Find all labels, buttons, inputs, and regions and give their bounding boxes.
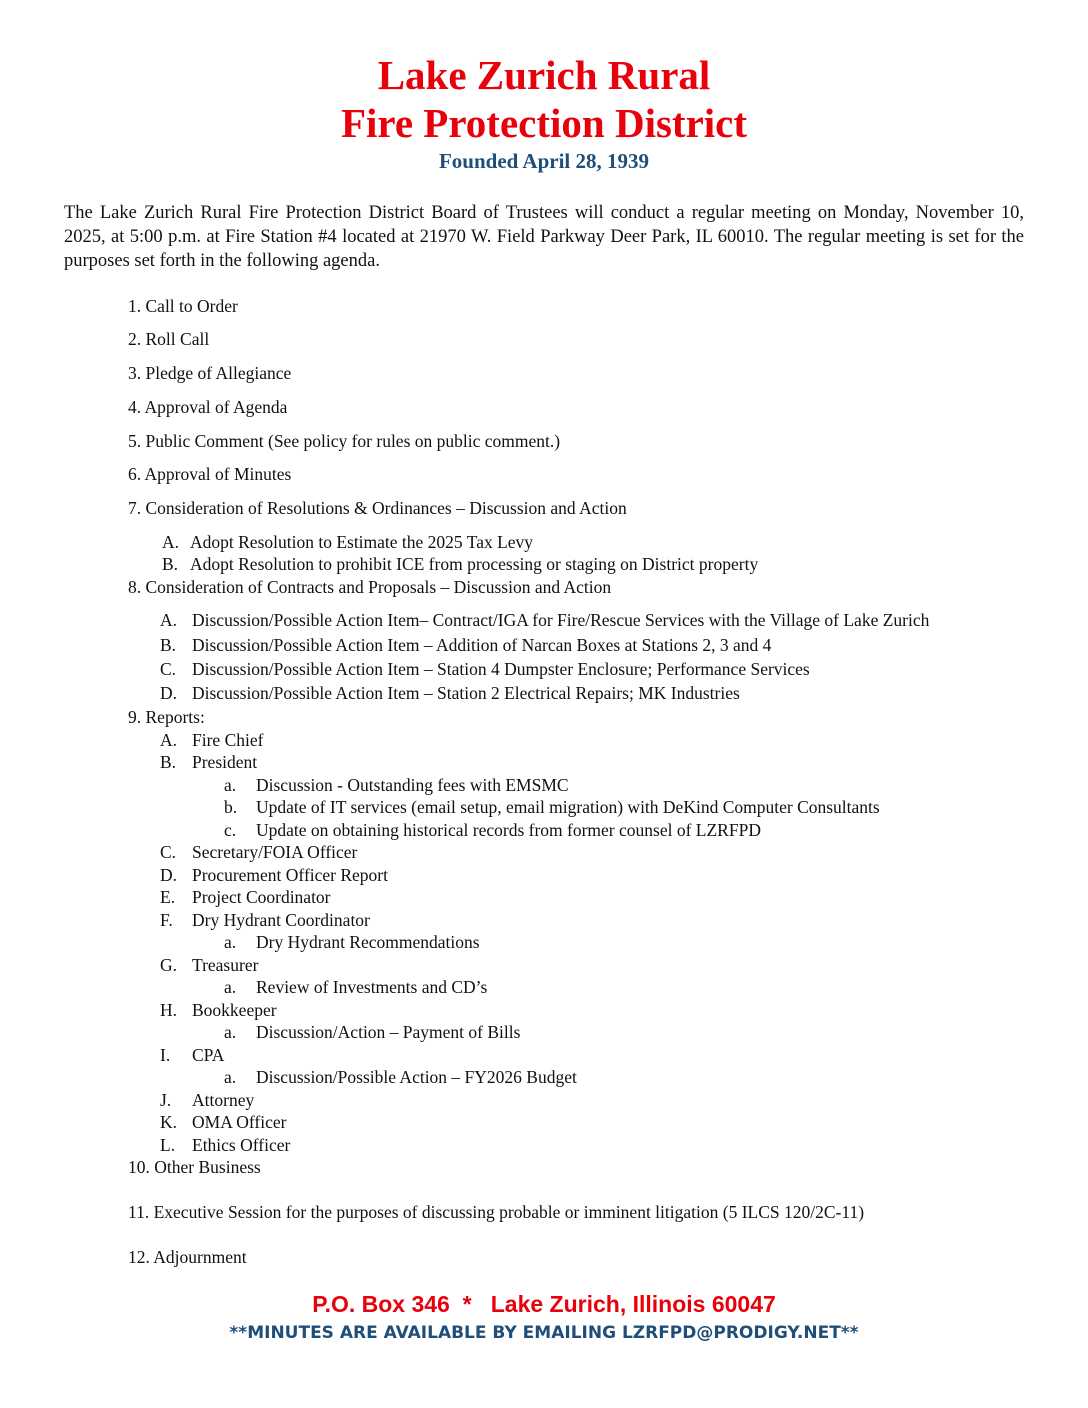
report-item-cpa (160, 1044, 224, 1066)
title-line-1: Lake Zurich Rural (377, 52, 711, 98)
subitem-label: A. (160, 610, 178, 630)
subitem-text: Discussion/Possible Action – FY2026 Budget (256, 1067, 577, 1087)
subitem-label: a. (224, 1022, 237, 1042)
agenda-item-10: 10. Other Business (128, 1157, 261, 1177)
agenda-item-8: 8. Consideration of Contracts and Proposals – Discussion and Action (128, 577, 612, 597)
subitem-label: F. (160, 910, 173, 930)
report-item-procurement (160, 864, 388, 886)
subitem-text: Update of IT services (email setup, email migration) with DeKind Computer Consultants (256, 797, 880, 817)
subitem-label: G. (160, 955, 178, 975)
subitem-text: Project Coordinator (192, 887, 331, 907)
report-item-president (160, 751, 257, 773)
agenda-item-9: 9. Reports: (128, 707, 205, 727)
subitem-text: Adopt Resolution to Estimate the 2025 Tax Levy (190, 532, 534, 552)
founded-date: Founded April 28, 1939 (438, 149, 650, 173)
footer-address: P.O. Box 346 * Lake Zurich, Illinois 60047 (312, 1291, 776, 1317)
report-item-ethics-officer (160, 1134, 290, 1156)
subitem-text: Dry Hydrant Coordinator (192, 910, 370, 930)
agenda-subitem (160, 658, 810, 680)
report-subitem (224, 1021, 520, 1043)
subitem-text: CPA (192, 1045, 225, 1065)
subitem-label: D. (160, 865, 178, 885)
subitem-text: Treasurer (192, 955, 259, 975)
report-subitem (224, 819, 761, 841)
subitem-label: B. (160, 635, 177, 655)
report-subitem (224, 774, 569, 796)
subitem-text: Review of Investments and CD’s (256, 977, 488, 997)
subitem-label: c. (224, 820, 237, 840)
subitem-label: H. (160, 1000, 178, 1020)
subitem-label: B. (160, 752, 177, 772)
footer-minutes-note: **MINUTES ARE AVAILABLE BY EMAILING LZRFPD@PRODIGY.NET** (229, 1323, 859, 1343)
subitem-text: Fire Chief (192, 730, 264, 750)
subitem-label: A. (162, 532, 180, 552)
subitem-label: A. (160, 730, 178, 750)
subitem-text: Attorney (192, 1090, 255, 1110)
subitem-label: b. (224, 797, 238, 817)
subitem-text: OMA Officer (192, 1112, 287, 1132)
subitem-text: Discussion/Action – Payment of Bills (256, 1022, 521, 1042)
subitem-label: a. (224, 775, 237, 795)
subitem-text: Dry Hydrant Recommendations (256, 932, 480, 952)
agenda-subitem (160, 609, 929, 631)
subitem-label: I. (160, 1045, 171, 1065)
title-line-2: Fire Protection District (340, 100, 748, 146)
subitem-text: Discussion/Possible Action Item – Station 2 Electrical Repairs; MK Industries (192, 683, 740, 703)
subitem-text: Adopt Resolution to prohibit ICE from processing or staging on District property (190, 554, 759, 574)
subitem-label: C. (160, 659, 177, 679)
subitem-label: K. (160, 1112, 178, 1132)
subitem-text: Discussion/Possible Action Item – Station 4 Dumpster Enclosure; Performance Services (192, 659, 810, 679)
agenda-item-12: 12. Adjournment (128, 1247, 247, 1267)
report-subitem (224, 976, 487, 998)
agenda-item-6: 6. Approval of Minutes (128, 464, 292, 484)
agenda-item-4: 4. Approval of Agenda (128, 397, 288, 417)
subitem-text: President (192, 752, 258, 772)
subitem-label: a. (224, 977, 237, 997)
report-item-attorney (160, 1089, 254, 1111)
subitem-label: C. (160, 842, 177, 862)
agenda-item-3: 3. Pledge of Allegiance (128, 363, 292, 383)
subitem-label: B. (162, 554, 179, 574)
subitem-label: D. (160, 683, 178, 703)
agenda-subitem (160, 634, 771, 656)
agenda-item-5: 5. Public Comment (See policy for rules on public comment.) (128, 431, 561, 451)
subitem-label: E. (160, 887, 176, 907)
agenda-subitem (162, 531, 533, 553)
agenda-item-2: 2. Roll Call (128, 329, 210, 349)
report-item-project-coordinator (160, 886, 331, 908)
report-subitem (224, 1066, 577, 1088)
report-item-dry-hydrant (160, 909, 370, 931)
report-item-fire-chief (160, 729, 263, 751)
report-item-bookkeeper (160, 999, 277, 1021)
report-item-oma-officer (160, 1111, 286, 1133)
subitem-label: a. (224, 932, 237, 952)
report-item-treasurer (160, 954, 258, 976)
subitem-text: Secretary/FOIA Officer (192, 842, 358, 862)
report-subitem (224, 931, 480, 953)
report-item-secretary (160, 841, 357, 863)
subitem-label: L. (160, 1135, 176, 1155)
subitem-label: a. (224, 1067, 237, 1087)
agenda-item-1: 1. Call to Order (128, 296, 238, 316)
agenda-subitem (162, 553, 758, 575)
subitem-text: Procurement Officer Report (192, 865, 388, 885)
subitem-text: Update on obtaining historical records from former counsel of LZRFPD (256, 820, 761, 840)
agenda-subitem (160, 682, 740, 704)
report-subitem (224, 796, 880, 818)
agenda-item-11: 11. Executive Session for the purposes of discussing probable or imminent litigation (5 ILCS 120/2C-11) (128, 1202, 865, 1222)
subitem-text: Bookkeeper (192, 1000, 277, 1020)
agenda-item-7: 7. Consideration of Resolutions & Ordinances – Discussion and Action (128, 498, 627, 518)
intro-paragraph: The Lake Zurich Rural Fire Protection District Board of Trustees will conduct a regular meeting on Monday, November 10, 2025, at 5:00 p.m. at Fire Station #4 located at 21970 W. Field Parkway Deer Park, IL 60010. The regular meeting is set for the purposes set forth in the following agenda. (64, 203, 1024, 271)
subitem-text: Discussion/Possible Action Item– Contract/IGA for Fire/Rescue Services with the Village of Lake Zurich (192, 610, 930, 630)
subitem-label: J. (160, 1090, 172, 1110)
subitem-text: Ethics Officer (192, 1135, 291, 1155)
subitem-text: Discussion - Outstanding fees with EMSMC (256, 775, 569, 795)
subitem-text: Discussion/Possible Action Item – Addition of Narcan Boxes at Stations 2, 3 and 4 (192, 635, 772, 655)
